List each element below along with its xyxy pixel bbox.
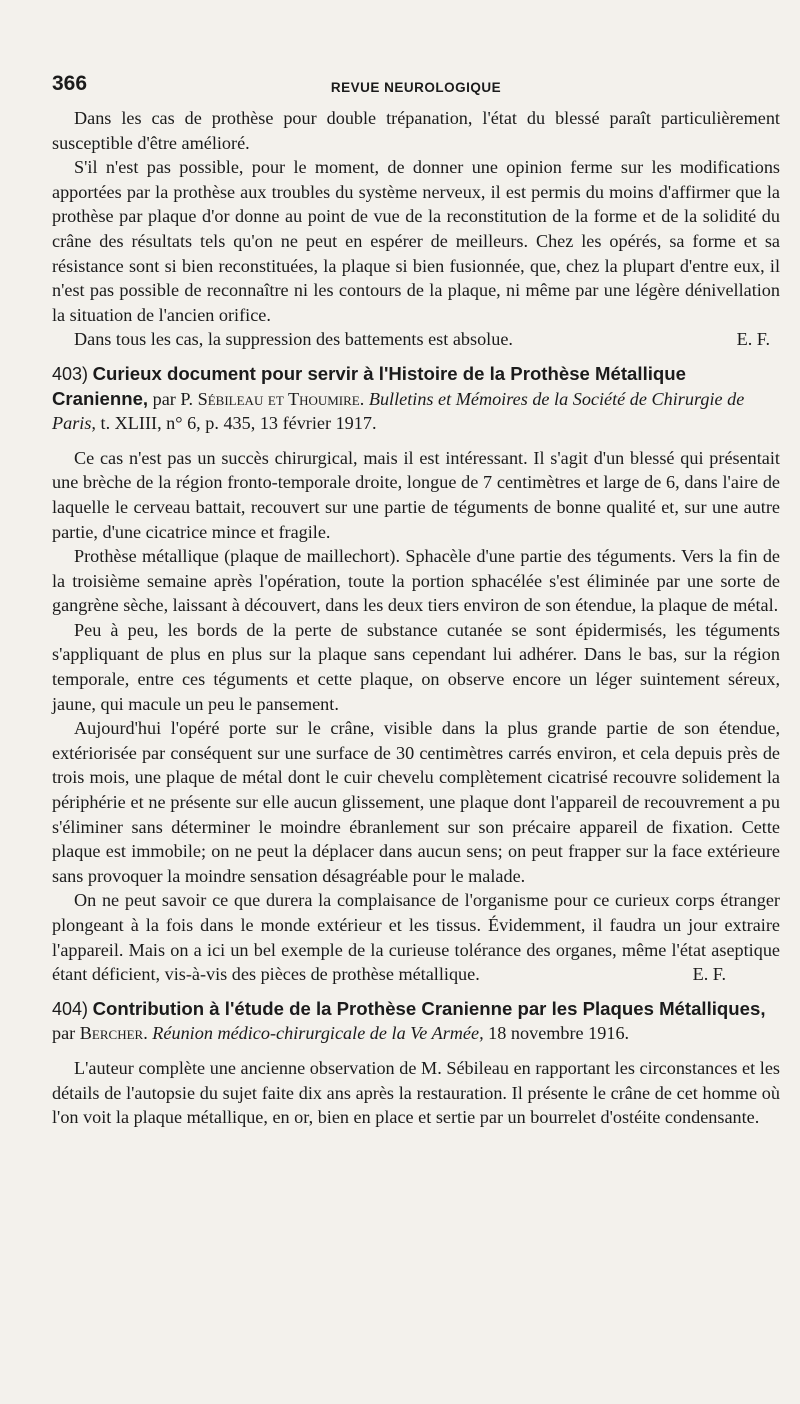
entry-403-ref: t. XLIII, n° 6, p. 435, 13 février 1917. xyxy=(100,413,377,434)
entry-403-authors: P. Sébileau et Thoumire. xyxy=(180,388,365,409)
entry-403-source: Bulletins et Mémoires de la Société de Chirurgie de Paris, xyxy=(52,388,745,434)
entry-404-ref: 18 novembre 1916. xyxy=(488,1023,630,1044)
intro-paragraph-1: Dans les cas de prothèse pour double trépanation, l'état du blessé paraît particulièrement susceptible d'être amélioré. xyxy=(52,108,780,153)
intro-paragraph-3 xyxy=(52,327,780,352)
entry-404 xyxy=(52,997,780,1130)
entry-404-title: Contribution à l'étude de la Prothèse Cranienne par les Plaques Métalliques, xyxy=(92,997,766,1019)
journal-title: REVUE NEUROLOGIQUE xyxy=(330,80,502,95)
intro-signature: E. F. xyxy=(736,329,770,350)
page xyxy=(52,70,780,1130)
entry-403-paragraph-1: Ce cas n'est pas un succès chirurgical, mais il est intéressant. Il s'agit d'un blessé qui présentait une brèche de la région fronto-temporale droite, longue de 7 centimètres et large de 6, dans l'aire de laquelle le cerveau battait, recouvert sur une partie de téguments de bonne qualité et, sur une autre partie, d'une cicatrice mince et fragile. xyxy=(52,447,780,542)
entry-404-paragraph-1: L'auteur complète une ancienne observation de M. Sébileau en rapportant les circonstances et les détails de l'autopsie du sujet faite dix ans après la restauration. Il présente le crâne de cet homme où l'on voit la plaque métallique, en or, bien en place et sertie par un bourrelet d'ostéite condensante. xyxy=(52,1057,780,1128)
entry-403-by: par xyxy=(152,388,176,409)
entry-403-paragraph-5-text: On ne peut savoir ce que durera la complaisance de l'organisme pour ce curieux corps étranger plongeant à la fois dans le monde extérieur et les tissus. Évidemment, il faudra un jour extraire l'appareil. Mais on a ici un bel exemple de la curieuse tolérance des organes, même l'état aseptique étant déficient, vis-à-vis des pièces de prothèse métallique. xyxy=(52,890,780,985)
page-number: 366 xyxy=(52,72,88,95)
entry-403-paragraph-2: Prothèse métallique (plaque de maillechort). Sphacèle d'une partie des téguments. Vers la fin de la troisième semaine après l'opération, toute la portion sphacélée s'est éliminée par une sorte de gangrène sèche, laissant à découvert, dans les deux tiers environ de son étendue, la plaque de métal. xyxy=(52,546,780,616)
entry-403-paragraph-4: Aujourd'hui l'opéré porte sur le crâne, visible dans la plus grande partie de son étendue, extériorisée par conséquent sur une surface de 30 centimètres carrés environ, et cela depuis près de trois mois, une plaque de métal dont le cuir chevelu complètement cicatrisé recouvre solidement la périphérie et ne présente sur elle aucun glissement, une plaque dont l'appareil de recouvrement a pu s'éliminer sans déterminer le moindre ébranlement sur son précaire appareil de fixation. Cette plaque est immobile; on ne peut la déplacer dans aucun sens; on peut frapper sur la face extérieure sans provoquer la moindre sensation désagréable pour le malade. xyxy=(52,718,780,886)
entry-404-heading xyxy=(52,997,780,1046)
intro-paragraph-3-text: Dans tous les cas, la suppression des battements est absolue. xyxy=(74,329,513,350)
running-head xyxy=(52,70,780,106)
intro-paragraph-2: S'il n'est pas possible, pour le moment, de donner une opinion ferme sur les modifications apportées par la prothèse aux troubles du système nerveux, il est permis du moins d'affirmer que la prothèse par plaque d'or donne au point de vue de la reconstitution de la forme et de la solidité du crâne des résultats tels qu'on ne peut en espérer de meilleurs. Chez les opérés, sa forme et sa résistance sont si bien reconstituées, la plaque si bien fusionnée, que, chez la plupart d'entre eux, il n'est pas possible de reconnaître ni les contours de la plaque, ni même par une légère dénivellation la situation de l'ancien orifice. xyxy=(52,157,780,325)
entry-403-heading xyxy=(52,362,780,436)
entry-404-authors: Bercher. xyxy=(79,1023,148,1044)
entry-403-number: 403) xyxy=(52,363,89,384)
entry-403-title: Curieux document pour servir à l'Histoire de la Prothèse Métallique Cranienne, xyxy=(52,362,686,409)
entry-403-paragraph-3: Peu à peu, les bords de la perte de substance cutanée se sont épidermisés, les téguments s'appliquant de plus en plus sur la plaque sans cependant lui adhérer. Dans le bas, sur la région temporale, entre ces téguments et cette plaque, on observe encore un léger suintement séreux, jaune, qui macule un peu le pansement. xyxy=(52,619,780,714)
entry-403 xyxy=(52,362,780,987)
entry-403-paragraph-5 xyxy=(52,888,780,986)
entry-404-source: Réunion médico-chirurgicale de la Ve Armée, xyxy=(152,1023,484,1044)
entry-403-signature: E. F. xyxy=(692,964,726,985)
entry-404-by: par xyxy=(52,1023,76,1044)
entry-404-number: 404) xyxy=(52,998,89,1019)
